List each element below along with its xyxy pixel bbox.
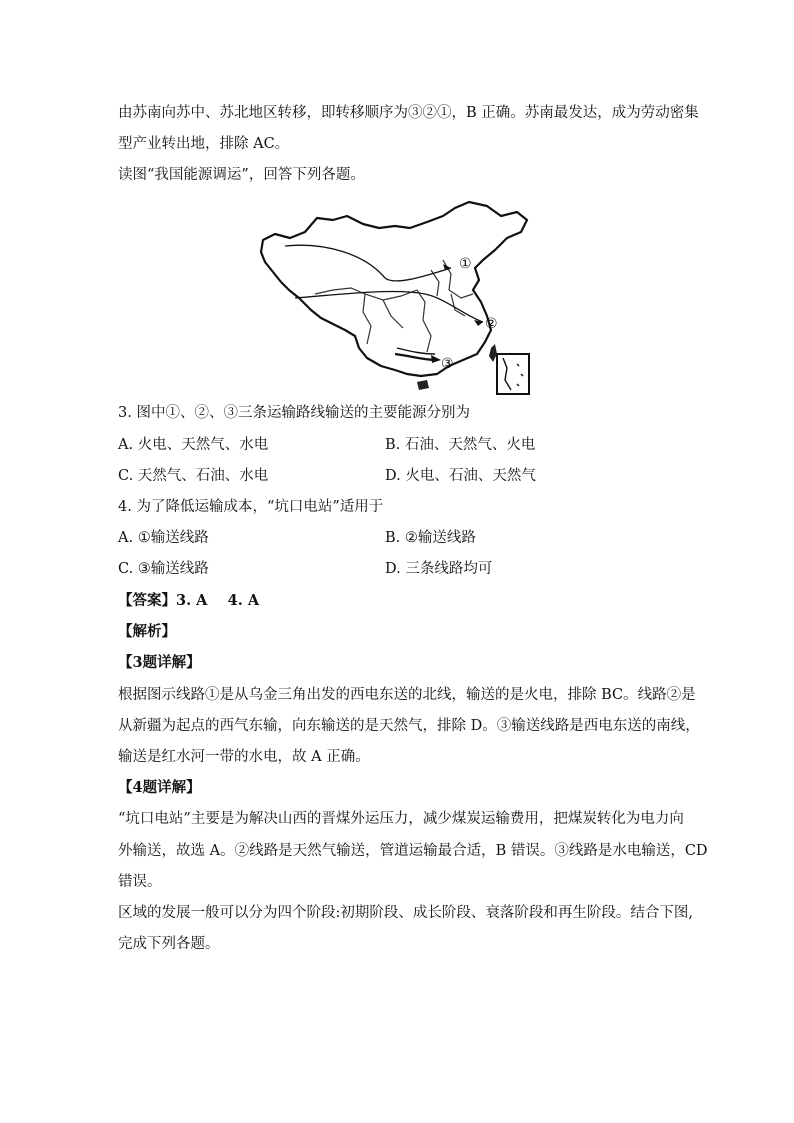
route-2-line [295, 291, 483, 322]
q3-option-b: B. 石油、天然气、火电 [385, 437, 536, 453]
route-3-line [395, 354, 437, 360]
q3-option-a: A. 火电、天然气、水电 [118, 437, 269, 453]
taiwan-island [489, 344, 497, 362]
paragraph-line: 由苏南向苏中、苏北地区转移，即转移顺序为③②①，B 正确。苏南最发达，成为劳动密集 [118, 105, 699, 121]
closing-line: 区域的发展一般可以分为四个阶段:初期阶段、成长阶段、衰落阶段和再生阶段。结合下图, [118, 905, 693, 921]
province-border [417, 290, 431, 352]
q3-detail-line: 根据图示线路①是从乌金三角出发的西电东送的北线，输送的是火电，排除 BC。线路②是 [118, 687, 696, 703]
q4-option-c: C. ③输送线路 [118, 561, 209, 577]
q3-stem: 3. 图中①、②、③三条运输路线输送的主要能源分别为 [118, 405, 470, 421]
q4-option-d: D. 三条线路均可 [385, 561, 493, 577]
province-border [363, 294, 371, 344]
province-border [383, 300, 403, 328]
south-china-sea-inset [497, 354, 529, 394]
q4-detail-heading: 【4题详解】 [118, 779, 201, 796]
closing-line: 完成下列各题。 [118, 936, 220, 952]
china-energy-map [255, 198, 535, 398]
q4-detail-line: “坑口电站”主要是为解决山西的晋煤外运压力，减少煤炭运输费用，把煤炭转化为电力向 [118, 811, 684, 827]
q3-detail-line: 输送是红水河一带的水电，故 A 正确。 [118, 749, 370, 765]
q4-option-a: A. ①输送线路 [118, 530, 209, 546]
map-label-3: ③ [441, 356, 454, 372]
province-border [315, 288, 417, 300]
inset-dots [517, 364, 523, 386]
map-label-2: ② [485, 316, 498, 332]
route-3-line [397, 348, 435, 354]
q3-option-c: C. 天然气、石油、水电 [118, 468, 269, 484]
hainan-island [417, 380, 429, 390]
q4-detail-line: 错误。 [118, 874, 162, 890]
answer-line: 【答案】3. A 4. A [118, 592, 260, 609]
route-3-arrow [431, 355, 441, 363]
china-outline [261, 202, 527, 376]
paragraph-line: 型产业转出地，排除 AC。 [118, 136, 290, 152]
q4-option-b: B. ②输送线路 [385, 530, 476, 546]
q4-stem: 4. 为了降低运输成本，“坑口电站”适用于 [118, 499, 384, 515]
route-1-arrow [443, 264, 451, 270]
map-label-1: ① [459, 256, 472, 272]
q3-detail-line: 从新疆为起点的西气东输，向东输送的是天然气，排除 D。③输送线路是西电东送的南线， [118, 718, 700, 734]
inset-coast [503, 358, 511, 390]
q3-option-d: D. 火电、石油、天然气 [385, 468, 536, 484]
q4-detail-line: 外输送，故选 A。②线路是天然气输送，管道运输最合适，B 错误。③线路是水电输送，CD [118, 843, 708, 859]
route-1-line [285, 245, 451, 281]
analysis-heading: 【解析】 [118, 623, 176, 640]
q3-detail-heading: 【3题详解】 [118, 654, 201, 671]
intro-line: 读图“我国能源调运”，回答下列各题。 [118, 167, 365, 183]
